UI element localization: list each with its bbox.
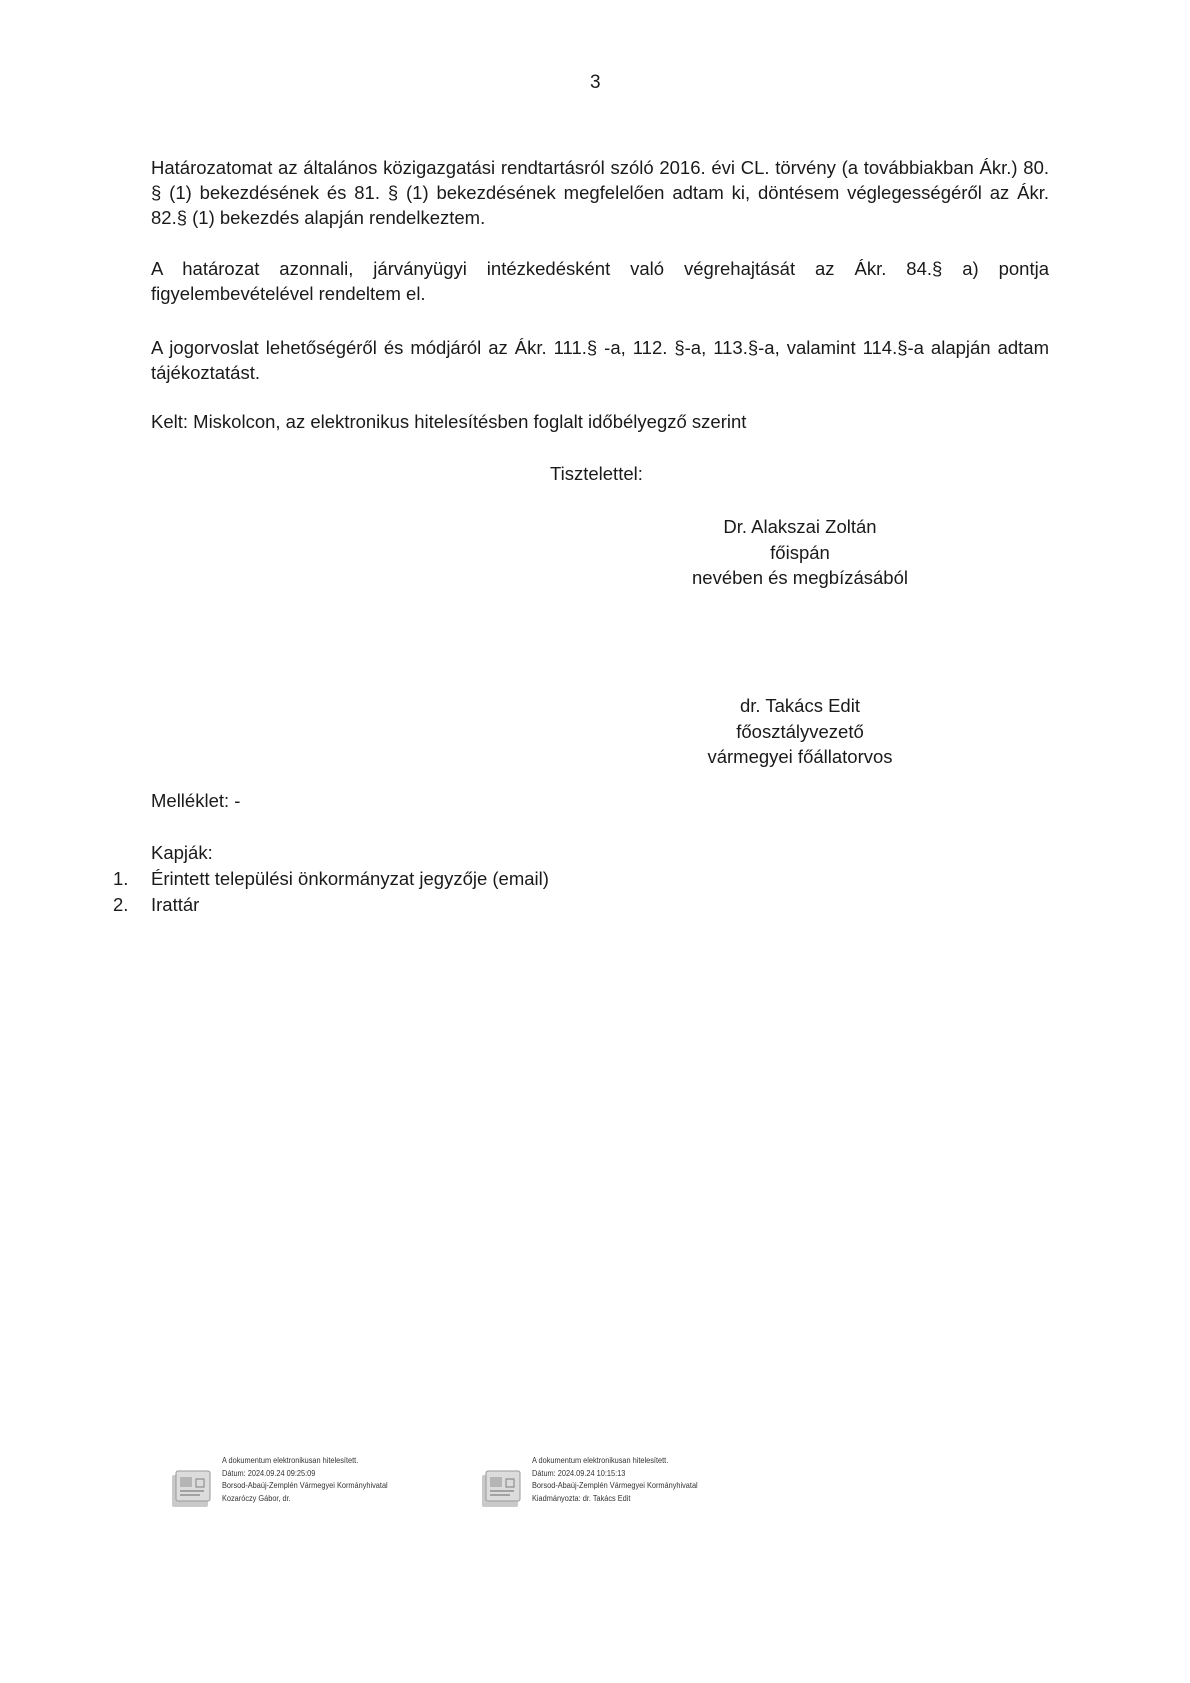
annex-line: Melléklet: - (151, 790, 241, 811)
list-item (113, 892, 549, 918)
place-and-date: Kelt: Miskolcon, az elektronikus hitelesítésben foglalt időbélyegző szerint (151, 411, 747, 432)
paragraph-legal-remedy: A jogorvoslat lehetőségéről és módjáról az Ákr. 111.§ -a, 112. §-a, 113.§-a, valamint 114.§-a alapján adtam tájékoztatást. (151, 337, 1049, 383)
recipients-heading: Kapják: (151, 842, 213, 863)
stamp-line: A dokumentum elektronikusan hitelesített. (532, 1456, 669, 1465)
stamp-line: Borsod-Abaúj-Zemplén Vármegyei Kormányhivatal (222, 1481, 388, 1490)
list-item (113, 866, 549, 892)
recipients-section (113, 840, 549, 918)
list-item-number: 1. (113, 868, 129, 889)
stamp-line: Borsod-Abaúj-Zemplén Vármegyei Kormányhivatal (532, 1481, 698, 1490)
stamp-line: Kiadmányozta: dr. Takács Edit (532, 1493, 631, 1503)
stamp-line: Dátum: 2024.09.24 10:15:13 (532, 1468, 626, 1478)
signatory-block-1 (660, 514, 940, 591)
greeting: Tisztelettel: (550, 463, 643, 484)
signatory-block-2 (660, 693, 940, 770)
stamp-line: A dokumentum elektronikusan hitelesített. (222, 1456, 359, 1465)
signatory-2-role: vármegyei főállatorvos (707, 746, 893, 767)
stamp-text (532, 1455, 712, 1505)
signatory-2-name: dr. Takács Edit (740, 695, 860, 716)
list-item-text: Irattár (151, 894, 200, 915)
recipients-list (113, 866, 549, 918)
list-item-number: 2. (113, 894, 129, 915)
signatory-1-note: nevében és megbízásából (692, 567, 908, 588)
list-item-text: Érintett települési önkormányzat jegyzője (email) (151, 868, 549, 889)
page-number: 3 (590, 72, 601, 93)
signatory-1-name: Dr. Alakszai Zoltán (723, 516, 877, 537)
signatory-2-title: főosztályvezető (736, 720, 864, 742)
signatory-1-title: főispán (770, 541, 830, 563)
paragraph-legal-basis: Határozatomat az általános közigazgatási rendtartásról szóló 2016. évi CL. törvény (a továbbiakban Ákr.) 80. § (1) bekezdésének és 81. § (1) bekezdésének megfelelően adtam ki, döntésem véglegességéről az Ákr. 82.§ (1) bekezdés alapján rendelkeztem. (151, 157, 1049, 228)
stamp-text (222, 1455, 402, 1505)
e-signature-seal-icon (480, 1469, 522, 1511)
e-signature-seal-icon (170, 1469, 212, 1511)
stamp-line: Dátum: 2024.09.24 09:25:09 (222, 1468, 316, 1478)
paragraph-enforcement: A határozat azonnali, járványügyi intézkedésként való végrehajtását az Ákr. 84.§ a) pontja figyelembevételével rendeltem el. (151, 258, 1049, 304)
electronic-signature-stamp-1 (170, 1455, 460, 1515)
electronic-signature-stamp-2 (480, 1455, 770, 1515)
stamp-line: Kozaróczy Gábor, dr. (222, 1493, 291, 1503)
